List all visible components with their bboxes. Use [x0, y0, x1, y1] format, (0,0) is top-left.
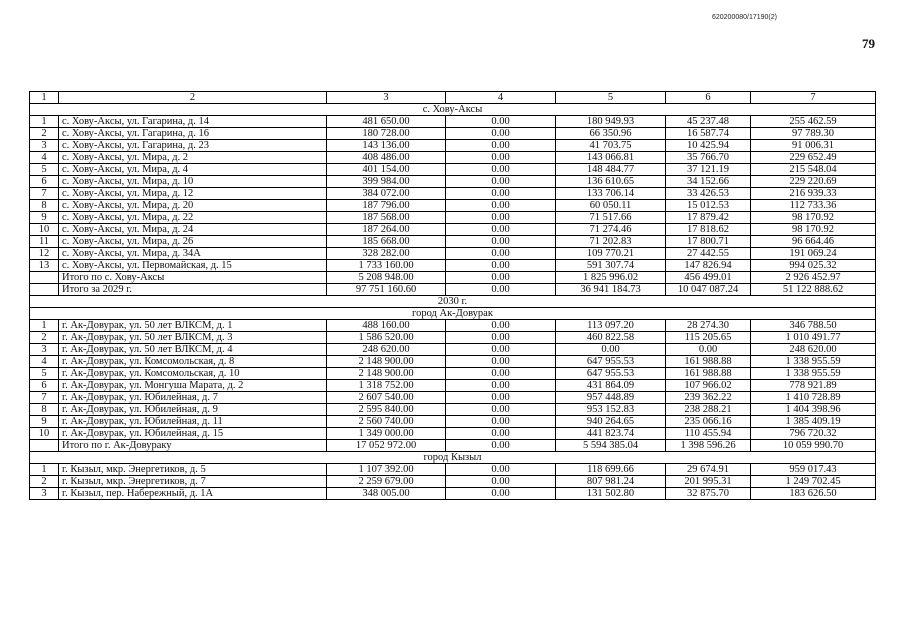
amount-cell: 1 349 000.00 — [327, 428, 446, 440]
amount-cell: 110 455.94 — [666, 428, 751, 440]
address-cell: г. Ак-Довурак, ул. Юбилейная, д. 15 — [59, 428, 327, 440]
amount-cell: 0.00 — [446, 272, 556, 284]
address-cell: с. Хову-Аксы, ул. Мира, д. 22 — [59, 212, 327, 224]
address-cell: с. Хову-Аксы, ул. Гагарина, д. 16 — [59, 128, 327, 140]
amount-cell: 17 879.42 — [666, 212, 751, 224]
amount-cell: 2 259 679.00 — [327, 476, 446, 488]
amount-cell: 591 307.74 — [556, 260, 666, 272]
amount-cell: 33 426.53 — [666, 188, 751, 200]
amount-cell: 0.00 — [446, 380, 556, 392]
total-row — [30, 284, 876, 296]
section-heading: город Кызыл — [30, 452, 876, 464]
amount-cell: 481 650.00 — [327, 116, 446, 128]
address-cell: г. Ак-Довурак, ул. Монгуша Марата, д. 2 — [59, 380, 327, 392]
table-row — [30, 428, 876, 440]
total-label: Итого по с. Хову-Аксы — [59, 272, 327, 284]
row-number: 9 — [30, 416, 59, 428]
amount-cell: 0.00 — [446, 488, 556, 500]
amount-cell: 37 121.19 — [666, 164, 751, 176]
column-number-4: 4 — [446, 92, 556, 104]
table-row — [30, 224, 876, 236]
amount-cell: 0.00 — [446, 440, 556, 452]
amount-cell: 0.00 — [666, 344, 751, 356]
table-row — [30, 140, 876, 152]
address-cell: с. Хову-Аксы, ул. Гагарина, д. 14 — [59, 116, 327, 128]
table-row — [30, 392, 876, 404]
address-cell: г. Кызыл, пер. Набережный, д. 1А — [59, 488, 327, 500]
amount-cell: 0.00 — [446, 416, 556, 428]
document-code: 620200080/17190(2) — [711, 14, 777, 21]
amount-cell: 34 152.66 — [666, 176, 751, 188]
amount-cell: 1 410 728.89 — [751, 392, 876, 404]
amount-cell: 215 548.04 — [751, 164, 876, 176]
section-heading-row — [30, 308, 876, 320]
amount-cell: 1 338 955.59 — [751, 368, 876, 380]
amount-cell: 0.00 — [446, 188, 556, 200]
amount-cell: 0.00 — [446, 404, 556, 416]
amount-cell: 17 800.71 — [666, 236, 751, 248]
row-number: 4 — [30, 356, 59, 368]
row-number: 5 — [30, 368, 59, 380]
amount-cell: 248 620.00 — [751, 344, 876, 356]
table-row — [30, 344, 876, 356]
row-number: 6 — [30, 380, 59, 392]
amount-cell: 28 274.30 — [666, 320, 751, 332]
amount-cell: 96 664.46 — [751, 236, 876, 248]
amount-cell: 187 264.00 — [327, 224, 446, 236]
amount-cell: 0.00 — [446, 392, 556, 404]
amount-cell: 10 047 087.24 — [666, 284, 751, 296]
amount-cell: 17 052 972.00 — [327, 440, 446, 452]
amount-cell: 216 939.33 — [751, 188, 876, 200]
amount-cell: 0.00 — [446, 344, 556, 356]
amount-cell: 0.00 — [446, 176, 556, 188]
row-number: 4 — [30, 152, 59, 164]
address-cell: с. Хову-Аксы, ул. Мира, д. 4 — [59, 164, 327, 176]
row-number: 1 — [30, 116, 59, 128]
amount-cell: 328 282.00 — [327, 248, 446, 260]
row-number: 10 — [30, 224, 59, 236]
section-heading: с. Хову-Аксы — [30, 104, 876, 116]
amount-cell: 2 148 900.00 — [327, 368, 446, 380]
table-row — [30, 188, 876, 200]
amount-cell: 16 587.74 — [666, 128, 751, 140]
amount-cell: 1 338 955.59 — [751, 356, 876, 368]
row-number: 3 — [30, 344, 59, 356]
amount-cell: 5 594 385.04 — [556, 440, 666, 452]
row-number: 8 — [30, 404, 59, 416]
amount-cell: 15 012.53 — [666, 200, 751, 212]
amount-cell: 348 005.00 — [327, 488, 446, 500]
amount-cell: 1 586 520.00 — [327, 332, 446, 344]
amount-cell: 45 237.48 — [666, 116, 751, 128]
amount-cell: 248 620.00 — [327, 344, 446, 356]
total-row — [30, 272, 876, 284]
address-cell: с. Хову-Аксы, ул. Мира, д. 10 — [59, 176, 327, 188]
address-cell: г. Кызыл, мкр. Энергетиков, д. 5 — [59, 464, 327, 476]
amount-cell: 1 010 491.77 — [751, 332, 876, 344]
address-cell: с. Хову-Аксы, ул. Гагарина, д. 23 — [59, 140, 327, 152]
row-number: 12 — [30, 248, 59, 260]
amount-cell: 191 069.24 — [751, 248, 876, 260]
amount-cell: 71 202.83 — [556, 236, 666, 248]
table-row — [30, 200, 876, 212]
amount-cell: 97 789.30 — [751, 128, 876, 140]
table-row — [30, 152, 876, 164]
table-row — [30, 332, 876, 344]
amount-cell: 255 462.59 — [751, 116, 876, 128]
address-cell: г. Ак-Довурак, ул. Юбилейная, д. 7 — [59, 392, 327, 404]
amount-cell: 0.00 — [446, 116, 556, 128]
amount-cell: 1 825 996.02 — [556, 272, 666, 284]
table-row — [30, 476, 876, 488]
address-cell: г. Ак-Довурак, ул. 50 лет ВЛКСМ, д. 4 — [59, 344, 327, 356]
amount-cell: 441 823.74 — [556, 428, 666, 440]
total-label: Итого по г. Ак-Довураку — [59, 440, 327, 452]
address-cell: с. Хову-Аксы, ул. Мира, д. 12 — [59, 188, 327, 200]
row-number: 13 — [30, 260, 59, 272]
amount-cell: 0.00 — [556, 344, 666, 356]
amount-cell: 98 170.92 — [751, 224, 876, 236]
amount-cell: 36 941 184.73 — [556, 284, 666, 296]
row-number — [30, 440, 59, 452]
amount-cell: 796 720.32 — [751, 428, 876, 440]
amount-cell: 161 988.88 — [666, 356, 751, 368]
table-row — [30, 356, 876, 368]
row-number — [30, 284, 59, 296]
amount-cell: 115 205.65 — [666, 332, 751, 344]
address-cell: г. Ак-Довурак, ул. Комсомольская, д. 10 — [59, 368, 327, 380]
amount-cell: 66 350.96 — [556, 128, 666, 140]
amount-cell: 953 152.83 — [556, 404, 666, 416]
amount-cell: 97 751 160.60 — [327, 284, 446, 296]
amount-cell: 183 626.50 — [751, 488, 876, 500]
column-number-6: 6 — [666, 92, 751, 104]
table-row — [30, 260, 876, 272]
row-number: 2 — [30, 476, 59, 488]
row-number: 8 — [30, 200, 59, 212]
section-heading-row — [30, 296, 876, 308]
amount-cell: 647 955.53 — [556, 356, 666, 368]
amount-cell: 2 926 452.97 — [751, 272, 876, 284]
amount-cell: 1 733 160.00 — [327, 260, 446, 272]
amount-cell: 0.00 — [446, 248, 556, 260]
amount-cell: 488 160.00 — [327, 320, 446, 332]
amount-cell: 10 425.94 — [666, 140, 751, 152]
amount-cell: 27 442.55 — [666, 248, 751, 260]
amount-cell: 185 668.00 — [327, 236, 446, 248]
row-number: 6 — [30, 176, 59, 188]
amount-cell: 5 208 948.00 — [327, 272, 446, 284]
address-cell: г. Ак-Довурак, ул. Юбилейная, д. 11 — [59, 416, 327, 428]
amount-cell: 399 984.00 — [327, 176, 446, 188]
amount-cell: 71 274.46 — [556, 224, 666, 236]
amount-cell: 238 288.21 — [666, 404, 751, 416]
column-number-row — [30, 92, 876, 104]
table-row — [30, 488, 876, 500]
amount-cell: 0.00 — [446, 212, 556, 224]
amount-cell: 431 864.09 — [556, 380, 666, 392]
amount-cell: 71 517.66 — [556, 212, 666, 224]
amount-cell: 2 607 540.00 — [327, 392, 446, 404]
table-row — [30, 248, 876, 260]
amount-cell: 346 788.50 — [751, 320, 876, 332]
amount-cell: 1 107 392.00 — [327, 464, 446, 476]
amount-cell: 0.00 — [446, 284, 556, 296]
amount-cell: 408 486.00 — [327, 152, 446, 164]
amount-cell: 1 318 752.00 — [327, 380, 446, 392]
table-row — [30, 128, 876, 140]
amount-cell: 239 362.22 — [666, 392, 751, 404]
amount-cell: 0.00 — [446, 464, 556, 476]
row-number: 2 — [30, 332, 59, 344]
row-number: 3 — [30, 488, 59, 500]
row-number: 5 — [30, 164, 59, 176]
table-row — [30, 176, 876, 188]
amount-cell: 2 560 740.00 — [327, 416, 446, 428]
row-number: 7 — [30, 392, 59, 404]
row-number: 7 — [30, 188, 59, 200]
column-number-1: 1 — [30, 92, 59, 104]
row-number: 1 — [30, 464, 59, 476]
amount-cell: 0.00 — [446, 332, 556, 344]
amount-cell: 807 981.24 — [556, 476, 666, 488]
table-row — [30, 368, 876, 380]
table-row — [30, 236, 876, 248]
amount-cell: 0.00 — [446, 200, 556, 212]
amount-cell: 148 484.77 — [556, 164, 666, 176]
amount-cell: 51 122 888.62 — [751, 284, 876, 296]
amount-cell: 778 921.89 — [751, 380, 876, 392]
amount-cell: 0.00 — [446, 260, 556, 272]
address-cell: г. Ак-Довурак, ул. 50 лет ВЛКСМ, д. 3 — [59, 332, 327, 344]
amount-cell: 0.00 — [446, 128, 556, 140]
amount-cell: 0.00 — [446, 164, 556, 176]
amount-cell: 35 766.70 — [666, 152, 751, 164]
amount-cell: 940 264.65 — [556, 416, 666, 428]
amount-cell: 0.00 — [446, 356, 556, 368]
amount-cell: 143 136.00 — [327, 140, 446, 152]
address-cell: г. Ак-Довурак, ул. 50 лет ВЛКСМ, д. 1 — [59, 320, 327, 332]
section-heading: город Ак-Довурак — [30, 308, 876, 320]
row-number: 1 — [30, 320, 59, 332]
table-row — [30, 320, 876, 332]
table-row — [30, 380, 876, 392]
table-row — [30, 212, 876, 224]
address-cell: г. Кызыл, мкр. Энергетиков, д. 7 — [59, 476, 327, 488]
address-cell: г. Ак-Довурак, ул. Комсомольская, д. 8 — [59, 356, 327, 368]
table-row — [30, 404, 876, 416]
amount-cell: 112 733.36 — [751, 200, 876, 212]
amount-cell: 41 703.75 — [556, 140, 666, 152]
amount-cell: 1 249 702.45 — [751, 476, 876, 488]
amount-cell: 131 502.80 — [556, 488, 666, 500]
amount-cell: 91 006.31 — [751, 140, 876, 152]
amount-cell: 1 385 409.19 — [751, 416, 876, 428]
address-cell: г. Ак-Довурак, ул. Юбилейная, д. 9 — [59, 404, 327, 416]
amount-cell: 113 097.20 — [556, 320, 666, 332]
column-number-7: 7 — [751, 92, 876, 104]
total-row — [30, 440, 876, 452]
amount-cell: 107 966.02 — [666, 380, 751, 392]
amount-cell: 136 610.65 — [556, 176, 666, 188]
section-heading-row — [30, 452, 876, 464]
amount-cell: 187 796.00 — [327, 200, 446, 212]
amount-cell: 0.00 — [446, 236, 556, 248]
amount-cell: 0.00 — [446, 152, 556, 164]
amount-cell: 647 955.53 — [556, 368, 666, 380]
amount-cell: 384 072.00 — [327, 188, 446, 200]
amount-cell: 456 499.01 — [666, 272, 751, 284]
row-number: 3 — [30, 140, 59, 152]
amount-cell: 0.00 — [446, 368, 556, 380]
amount-cell: 180 728.00 — [327, 128, 446, 140]
amount-cell: 161 988.88 — [666, 368, 751, 380]
row-number: 11 — [30, 236, 59, 248]
table-row — [30, 164, 876, 176]
row-number: 2 — [30, 128, 59, 140]
amount-cell: 60 050.11 — [556, 200, 666, 212]
amount-cell: 0.00 — [446, 320, 556, 332]
amount-cell: 10 059 990.70 — [751, 440, 876, 452]
amount-cell: 187 568.00 — [327, 212, 446, 224]
address-cell: с. Хову-Аксы, ул. Мира, д. 34А — [59, 248, 327, 260]
column-number-2: 2 — [59, 92, 327, 104]
amount-cell: 1 404 398.96 — [751, 404, 876, 416]
table-row — [30, 464, 876, 476]
amount-cell: 0.00 — [446, 140, 556, 152]
section-heading: 2030 г. — [30, 296, 876, 308]
amount-cell: 957 448.89 — [556, 392, 666, 404]
amount-cell: 2 595 840.00 — [327, 404, 446, 416]
row-number: 10 — [30, 428, 59, 440]
row-number — [30, 272, 59, 284]
amount-cell: 118 699.66 — [556, 464, 666, 476]
amount-cell: 235 066.16 — [666, 416, 751, 428]
table-row — [30, 116, 876, 128]
amount-cell: 0.00 — [446, 428, 556, 440]
page-number: 79 — [862, 36, 875, 51]
amount-cell: 1 398 596.26 — [666, 440, 751, 452]
amount-cell: 229 652.49 — [751, 152, 876, 164]
amount-cell: 0.00 — [446, 476, 556, 488]
amount-cell: 180 949.93 — [556, 116, 666, 128]
amount-cell: 32 875.70 — [666, 488, 751, 500]
amount-cell: 401 154.00 — [327, 164, 446, 176]
amount-cell: 994 025.32 — [751, 260, 876, 272]
total-label: Итого за 2029 г. — [59, 284, 327, 296]
amount-cell: 143 066.81 — [556, 152, 666, 164]
amount-cell: 201 995.31 — [666, 476, 751, 488]
amount-cell: 959 017.43 — [751, 464, 876, 476]
amount-cell: 133 706.14 — [556, 188, 666, 200]
amount-cell: 147 826.94 — [666, 260, 751, 272]
table-row — [30, 416, 876, 428]
address-cell: с. Хову-Аксы, ул. Мира, д. 2 — [59, 152, 327, 164]
data-table — [29, 91, 876, 500]
amount-cell: 460 822.58 — [556, 332, 666, 344]
amount-cell: 0.00 — [446, 224, 556, 236]
address-cell: с. Хову-Аксы, ул. Мира, д. 24 — [59, 224, 327, 236]
address-cell: с. Хову-Аксы, ул. Мира, д. 20 — [59, 200, 327, 212]
amount-cell: 17 818.62 — [666, 224, 751, 236]
address-cell: с. Хову-Аксы, ул. Мира, д. 26 — [59, 236, 327, 248]
amount-cell: 98 170.92 — [751, 212, 876, 224]
column-number-5: 5 — [556, 92, 666, 104]
amount-cell: 29 674.91 — [666, 464, 751, 476]
column-number-3: 3 — [327, 92, 446, 104]
amount-cell: 2 148 900.00 — [327, 356, 446, 368]
section-heading-row — [30, 104, 876, 116]
row-number: 9 — [30, 212, 59, 224]
amount-cell: 109 770.21 — [556, 248, 666, 260]
amount-cell: 229 220.69 — [751, 176, 876, 188]
address-cell: с. Хову-Аксы, ул. Первомайская, д. 15 — [59, 260, 327, 272]
